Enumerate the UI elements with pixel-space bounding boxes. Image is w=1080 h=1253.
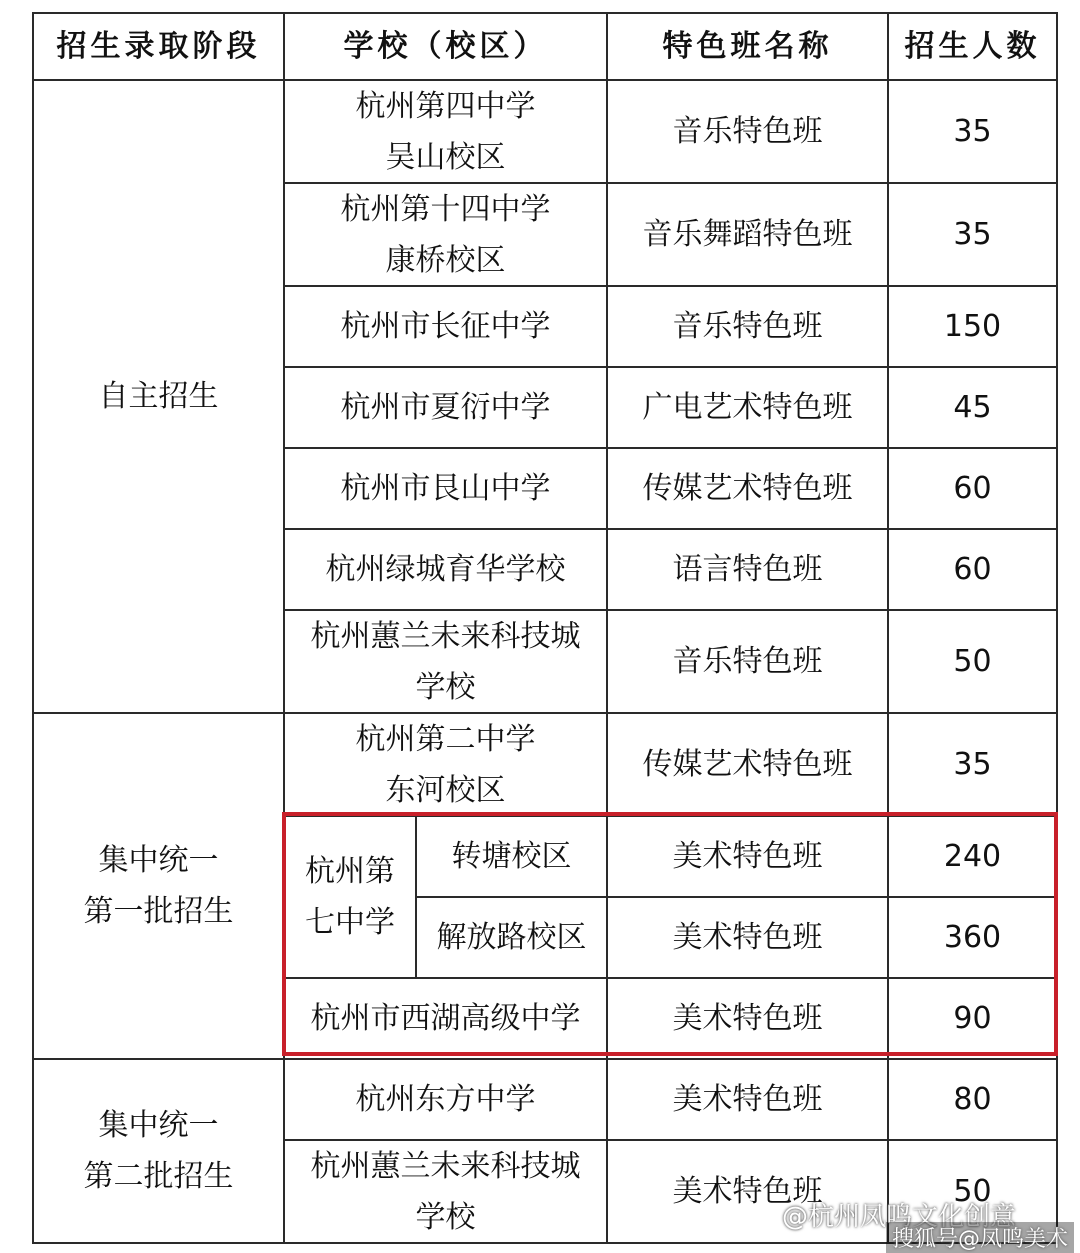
- school-cell: 杭州市长征中学: [340, 309, 551, 344]
- school-cell: 杭州蕙兰未来科技城 学校: [310, 618, 581, 705]
- school-cell: 杭州东方中学: [355, 1082, 536, 1117]
- class-name-cell: 广电艺术特色班: [642, 390, 853, 425]
- school-cell: 杭州市西湖高级中学: [310, 1001, 581, 1036]
- class-name-cell: 传媒艺术特色班: [642, 747, 853, 782]
- class-name-cell: 美术特色班: [672, 1082, 823, 1117]
- count-cell: 60: [953, 552, 992, 587]
- class-name-cell: 音乐舞蹈特色班: [642, 217, 853, 252]
- stage-cell: 集中统一 第一批招生: [83, 843, 234, 929]
- count-cell: 240: [943, 839, 1002, 874]
- school-cell: 杭州第四中学 吴山校区: [355, 88, 536, 175]
- count-cell: 45: [953, 390, 992, 425]
- class-name-cell: 语言特色班: [672, 552, 823, 587]
- school-cell: 杭州市夏衍中学: [340, 390, 551, 425]
- watermark-line2: 搜狐号@凤鸣美术: [886, 1222, 1074, 1253]
- watermark-line1: @杭州凤鸣文化创意: [782, 1202, 1017, 1232]
- count-cell: 35: [953, 217, 992, 252]
- table-border-right: [1056, 12, 1058, 1244]
- school-cell: 杭州市艮山中学: [340, 471, 551, 506]
- stage-cell: 集中统一 第二批招生: [83, 1108, 234, 1194]
- count-cell: 360: [943, 920, 1002, 955]
- class-name-cell: 美术特色班: [672, 920, 823, 955]
- campus-cell: 转塘校区: [451, 839, 572, 874]
- header-school: 学校（校区）: [343, 29, 548, 64]
- count-cell: 50: [953, 1174, 992, 1209]
- class-name-cell: 传媒艺术特色班: [642, 471, 853, 506]
- header-stage: 招生录取阶段: [56, 29, 261, 64]
- class-name-cell: 音乐特色班: [672, 114, 823, 149]
- school-cell: 杭州第十四中学 康桥校区: [340, 191, 551, 278]
- count-cell: 50: [953, 644, 992, 679]
- header-count: 招生人数: [904, 29, 1041, 64]
- class-name-cell: 美术特色班: [672, 839, 823, 874]
- class-name-cell: 美术特色班: [672, 1174, 823, 1209]
- count-cell: 150: [943, 309, 1002, 344]
- school-cell: 杭州蕙兰未来科技城 学校: [310, 1148, 581, 1235]
- campus-cell: 解放路校区: [436, 920, 587, 955]
- merged-school-cell: 杭州第 七中学: [305, 854, 395, 940]
- count-cell: 90: [953, 1001, 992, 1036]
- count-cell: 80: [953, 1082, 992, 1117]
- header-class-name: 特色班名称: [662, 29, 833, 64]
- class-name-cell: 音乐特色班: [672, 309, 823, 344]
- count-cell: 60: [953, 471, 992, 506]
- school-cell: 杭州第二中学 东河校区: [355, 721, 536, 808]
- stage-cell: 自主招生: [98, 379, 219, 414]
- class-name-cell: 美术特色班: [672, 1001, 823, 1036]
- class-name-cell: 音乐特色班: [672, 644, 823, 679]
- school-cell: 杭州绿城育华学校: [325, 552, 566, 587]
- count-cell: 35: [953, 114, 992, 149]
- count-cell: 35: [953, 747, 992, 782]
